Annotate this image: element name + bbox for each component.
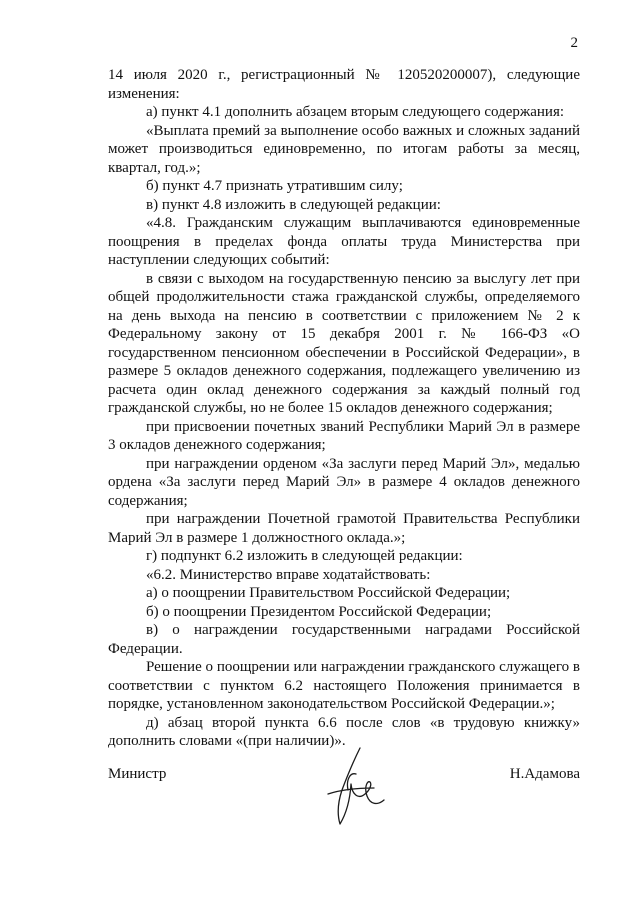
paragraph-item-a: а) пункт 4.1 дополнить абзацем вторым следующего содержания: [146,104,565,120]
signature-block [108,766,580,846]
paragraph-section-4-8: «4.8. Гражданским служащим выплачиваются единовременные поощрения в пределах фонда оплаты труда Министерства при наступлении следующих событий: [108,215,580,268]
paragraph-intro-continuation: 14 июля 2020 г., регистрационный № 120520200007), следующие изменения: [108,67,580,102]
official-title: Министр [108,766,167,782]
handwritten-signature [320,744,400,830]
paragraph-decision: Решение о поощрении или награждении гражданского служащего в соответствии с пунктом 6.2 настоящего Положения принимается в порядке, установленном законодательством Российской Федерации.»; [108,659,580,712]
paragraph-sub-b: б) о поощрении Президентом Российской Федерации; [146,603,492,620]
paragraph-quote-bonus: «Выплата премий за выполнение особо важных и сложных заданий может производиться единовременно, по итогам работы за месяц, квартал, год.»; [108,122,580,176]
paragraph-item-v: в) пункт 4.8 изложить в следующей редакции: [146,196,441,213]
official-name: Н.Адамова [509,766,580,782]
paragraph-honorary-titles: при присвоении почетных званий Республики Марий Эл в размере 3 окладов денежного содержания; [108,418,580,453]
paragraph-sub-a: а) о поощрении Правительством Российской Федерации; [146,585,511,601]
paragraph-sub-v: в) о награждении государственными наградами Российской Федерации. [108,622,580,657]
page-number: 2 [570,35,578,51]
paragraph-item-g: г) подпункт 6.2 изложить в следующей редакции: [146,548,463,564]
paragraph-order-award: при награждении орденом «За заслуги перед Марий Эл», медалью ордена «За заслуги перед Марий Эл» в размере 4 окладов денежного содержания; [108,455,580,509]
paragraph-section-6-2: «6.2. Министерство вправе ходатайствовать: [146,566,431,583]
paragraph-item-b: б) пункт 4.7 признать утратившим силу; [146,178,403,194]
paragraph-pension: в связи с выходом на государственную пенсию за выслугу лет при общей продолжительности стажа гражданской службы, определяемого на день выхода на пенсию в соответствии с приложением № 2 к Федеральному закону от 15 декабря 2001 г. № 166-ФЗ «О государственном пенсионном обеспечении в Российской Федерации», в размере 5 окладов денежного содержания, подлежащего увеличению из расчета один оклад денежного содержания за каждый полный год гражданской службы, но не более 15 окладов денежного содержания; [108,270,580,416]
paragraph-item-d: д) абзац второй пункта 6.6 после слов «в трудовую книжку» дополнить словами «(при наличии)». [108,714,580,749]
paragraph-certificate-award: при награждении Почетной грамотой Правительства Республики Марий Эл в размере 1 должностного оклада.»; [108,511,580,546]
document-body [108,66,580,751]
